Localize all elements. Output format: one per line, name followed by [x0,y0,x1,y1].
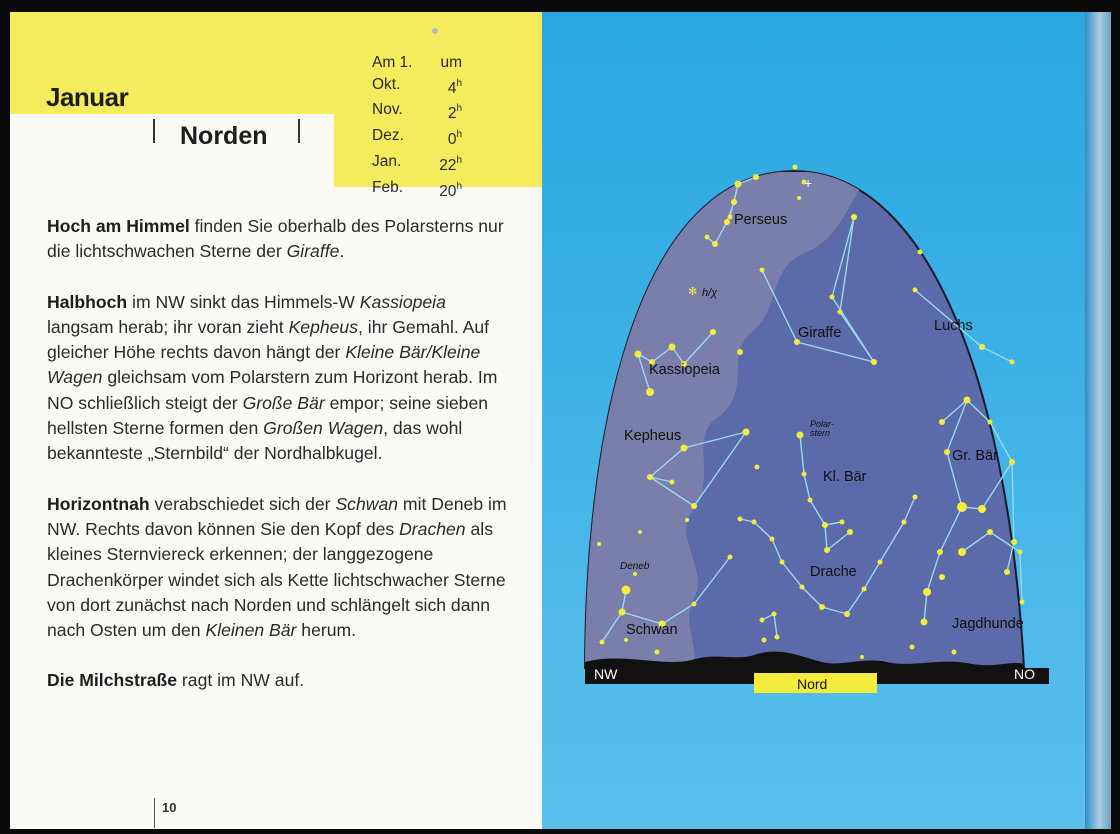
label-deneb: Deneb [620,561,650,572]
times-month: Jan. [372,152,402,170]
times-month: Nov. [372,101,403,119]
label-giraffe: Giraffe [798,325,842,341]
times-header-date: Am 1. [372,54,413,71]
book-binding [1085,12,1111,829]
paragraph-milky-way: Die Milchstraße ragt im NW auf. [47,670,305,691]
times-hour: 0$^h$ [447,129,462,149]
times-hour: 2$^h$ [447,103,462,123]
label-luchs: Luchs [934,318,973,334]
label-gr-baer: Gr. Bär [952,448,998,464]
label-kl-baer: Kl. Bär [823,469,867,485]
label-horizon-no: NO [1014,666,1035,682]
page-title: Januar [46,82,129,112]
paragraph-mid-sky: Halbhoch im NW sinkt das Himmels-W Kassiopeia langsam herab; ihr voran zieht Kepheus, ihr Gemahl. Auf gleicher Höhe rechts davon hängt der Kleine Bär/Kleine Wagen gleichsam vom Polarstern zum Horizont herab. Im NO schließlich steigt der Große Bär empor; seine sieben hellsten Sterne formen den Großen Wagen, das wohl bekannteste „Sternbild“ der Nordhalbkugel. [47,291,498,464]
times-hour: 22$^h$ [439,154,462,174]
times-table [372,52,462,202]
page-number: 10 [162,800,177,815]
label-jagdhunde: Jagdhunde [952,616,1024,632]
times-row [372,74,462,100]
divider-right [298,119,300,143]
right-page [542,12,1085,829]
plus-marker-icon: + [804,175,813,191]
label-polarstern-2: stern [810,428,831,438]
times-header [372,52,462,74]
label-polarstern-1: Polar- [810,419,834,429]
label-h-chi: h/χ [702,287,718,299]
left-page [10,12,542,829]
body-text [47,214,515,719]
times-row [372,177,462,203]
label-horizon-nw: NW [594,666,618,682]
label-schwan: Schwan [626,622,678,638]
times-month: Okt. [372,75,401,93]
paragraph-high-sky: Hoch am Himmel finden Sie oberhalb des Polarsterns nur die lichtschwachen Sterne der Giraffe. [47,216,504,262]
decor-dot [432,28,438,34]
times-month: Dez. [372,127,404,145]
direction-box [10,114,334,194]
label-horizon-nord: Nord [797,676,828,692]
label-kepheus: Kepheus [624,428,682,444]
times-header-time: um [440,54,462,71]
times-month: Feb. [372,178,404,196]
label-drache: Drache [810,564,857,580]
sky-map [542,12,1085,829]
times-hour: 4$^h$ [447,77,462,97]
times-hour: 20$^h$ [439,180,462,200]
divider-left [153,119,155,143]
direction-title: Norden [180,122,268,150]
cluster-marker-icon: ✻ [688,286,698,298]
label-perseus: Perseus [734,212,788,228]
paragraph-horizon: Horizontnah verabschiedet sich der Schwan mit Deneb im NW. Rechts davon können Sie den Kopf des Drachen als kleines Sternviereck erkennen; der langgezogene Drachenkörper windet sich als Kette lichtschwacher Sterne von dort zunächst nach Norden und schlängelt sich dann nach Osten um den Kleinen Bär herum. [47,493,507,641]
label-kassiopeia: Kassiopeia [649,362,720,378]
times-row [372,99,462,125]
times-row [372,125,462,151]
times-row [372,151,462,177]
page-number-rule [154,798,155,828]
